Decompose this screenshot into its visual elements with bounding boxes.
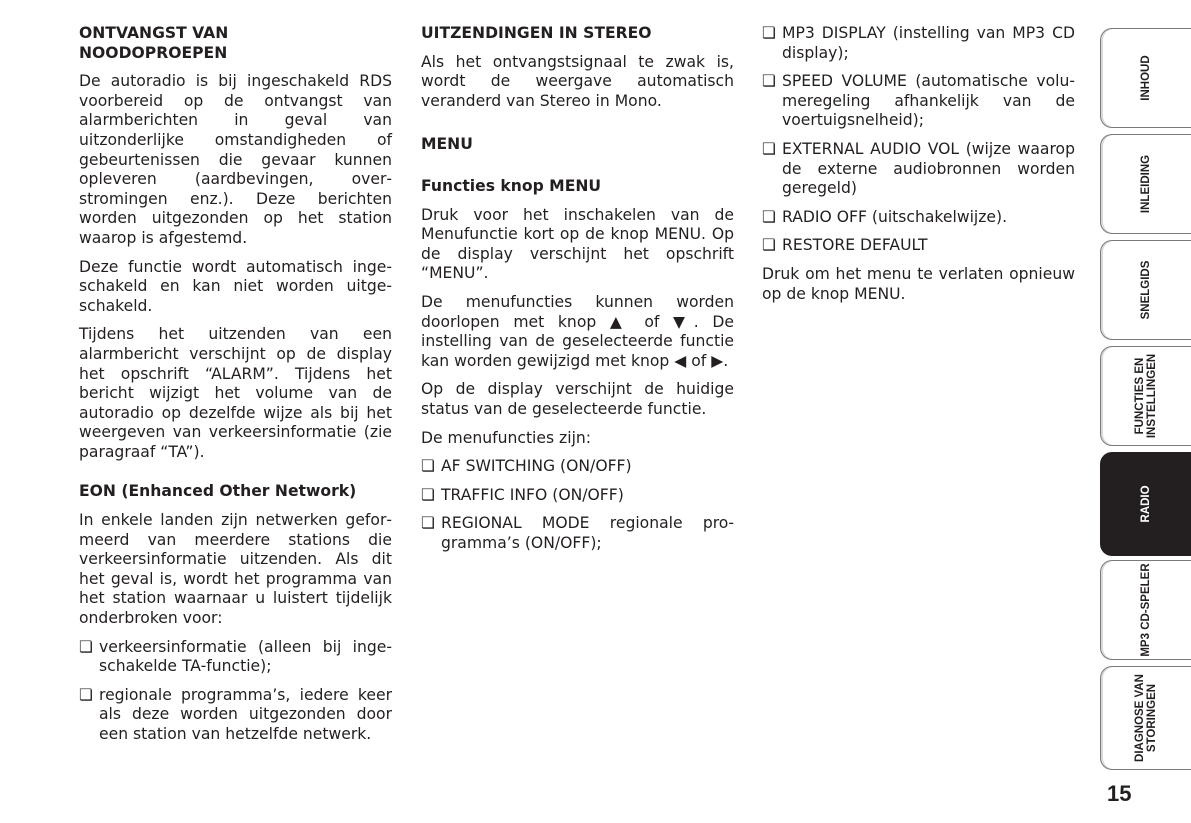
checkbox-bullet-icon: ❏ <box>79 685 93 704</box>
checkbox-bullet-icon: ❏ <box>421 485 435 504</box>
checkbox-bullet-icon: ❏ <box>762 139 776 158</box>
tab-label: MP3 CD-SPELER <box>1140 563 1152 657</box>
list-item-text: REGIONAL MODE regionale programma’s (ON/OFF); <box>441 514 734 552</box>
list-item <box>762 140 1075 199</box>
list-item <box>421 457 734 477</box>
paragraph-eon: In enkele landen zijn netwerken geformeerd van meerdere stations die verkeersinformatie uitzenden. Als dit het geval is, wordt het programma van het station waarnaar u luistert tijdelijk onderbroken voor: <box>79 511 392 628</box>
list-item-text: AF SWITCHING (ON/OFF) <box>441 457 632 476</box>
paragraph-menu-list-intro: De menufuncties zijn: <box>421 428 592 447</box>
paragraph-exit-menu: Druk om het menu te verlaten opnieuw op de knop MENU. <box>762 264 1075 303</box>
list-item-text: regionale programma’s, iedere keer als deze worden uitgezonden door een station van hetzelfde netwerk. <box>99 685 392 743</box>
checkbox-bullet-icon: ❏ <box>421 514 435 533</box>
tab-label: INHOUD <box>1140 55 1152 101</box>
paragraph-stereo: Als het ontvangstsignaal te zwak is, wordt de weergave automatisch veranderd van Stereo in Mono. <box>421 52 734 110</box>
checkbox-bullet-icon: ❏ <box>762 72 776 91</box>
tab-snelgids[interactable] <box>1100 240 1191 340</box>
paragraph-menu-navigate: De menufuncties kunnen worden doorlopen met knop ▲ of ▼. De instelling van de geselecteerde functie kan worden gewijzigd met knop ◀ of ▶. <box>421 292 734 370</box>
tab-radio[interactable] <box>1100 452 1191 556</box>
heading-eon: EON (Enhanced Other Network) <box>79 482 357 501</box>
paragraph-menu-status: Op de display verschijnt de huidige status van de geselecteerde functie. <box>421 380 734 418</box>
tab-label: SNELGIDS <box>1140 260 1152 320</box>
list-item <box>762 24 1075 63</box>
list-item <box>79 638 392 677</box>
list-item-text: verkeersinformatie (alleen bij ingeschakelde TA-functie); <box>99 637 392 676</box>
tab-inleiding[interactable] <box>1100 134 1191 234</box>
column-middle <box>421 24 734 562</box>
column-right <box>762 24 1075 313</box>
list-item-text: SPEED VOLUME (automatische volumeregeling afhankelijk van de voertuigsnelheid); <box>782 72 1075 130</box>
heading-emergency-reception: ONTVANGST VAN NOODOPROEPEN <box>79 24 229 62</box>
checkbox-bullet-icon: ❏ <box>421 457 435 476</box>
paragraph-alarm-intro: De autoradio is bij ingeschakeld RDS voorbereid op de ontvangst van alarmberichten in geval van uitzonderlijke omstandigheden of gebeurtenissen die gevaar kunnen opleveren (aardbevingen, overstromingen enz.). Deze berichten worden uitgezonden op het station waarop is afgestemd. <box>79 72 392 247</box>
paragraph-menu-activate: Druk voor het inschakelen van de Menufunctie kort op de knop MENU. Op de display verschijnt het opschrift “MENU”. <box>421 205 734 283</box>
tab-label: INLEIDING <box>1140 154 1152 214</box>
checkbox-bullet-icon: ❏ <box>762 236 776 255</box>
tab-mp3-cd-speler[interactable] <box>1100 560 1191 660</box>
tab-label: FUNCTIES EN INSTELLINGEN <box>1134 353 1158 439</box>
paragraph-auto-enabled: Deze functie wordt automatisch ingeschakeld en kan niet worden uitgeschakeld. <box>79 257 392 315</box>
tab-diagnose-van-storingen[interactable] <box>1100 666 1191 770</box>
list-item <box>421 514 734 553</box>
column-left <box>79 24 392 754</box>
tab-functies-en-instellingen[interactable] <box>1100 346 1191 446</box>
checkbox-bullet-icon: ❏ <box>762 24 776 42</box>
list-item <box>762 72 1075 131</box>
tab-label: DIAGNOSE VAN STORINGEN <box>1134 674 1158 762</box>
checkbox-bullet-icon: ❏ <box>79 637 93 656</box>
page-number: 15 <box>1107 781 1132 806</box>
list-item-text: TRAFFIC INFO (ON/OFF) <box>441 485 624 504</box>
heading-menu: MENU <box>421 135 473 154</box>
list-item-text: RADIO OFF (uitschakelwijze). <box>782 207 1008 226</box>
heading-stereo: UITZENDINGEN IN STEREO <box>421 24 652 42</box>
paragraph-alarm-display: Tijdens het uitzenden van een alarmbericht verschijnt op de display het opschrift “ALARM”. Tijdens het bericht wijzigt het volume van de autoradio op dezelfde wijze als bij het weergeven van verkeersinformatie (zie paragraaf “TA”). <box>79 325 392 461</box>
heading-menu-functions: Functies knop MENU <box>421 176 602 195</box>
list-item <box>79 686 392 745</box>
list-item <box>762 208 1075 228</box>
list-item <box>421 486 734 506</box>
tab-label: RADIO <box>1140 485 1152 523</box>
list-item <box>762 236 1075 256</box>
list-item-text: EXTERNAL AUDIO VOL (wijze waarop de externe audiobronnen worden geregeld) <box>782 139 1075 198</box>
list-item-text: RESTORE DEFAULT <box>782 236 928 255</box>
list-item-text: MP3 DISPLAY (instelling van MP3 CD display); <box>782 24 1075 62</box>
checkbox-bullet-icon: ❏ <box>762 207 776 226</box>
tab-inhoud[interactable] <box>1100 28 1191 128</box>
